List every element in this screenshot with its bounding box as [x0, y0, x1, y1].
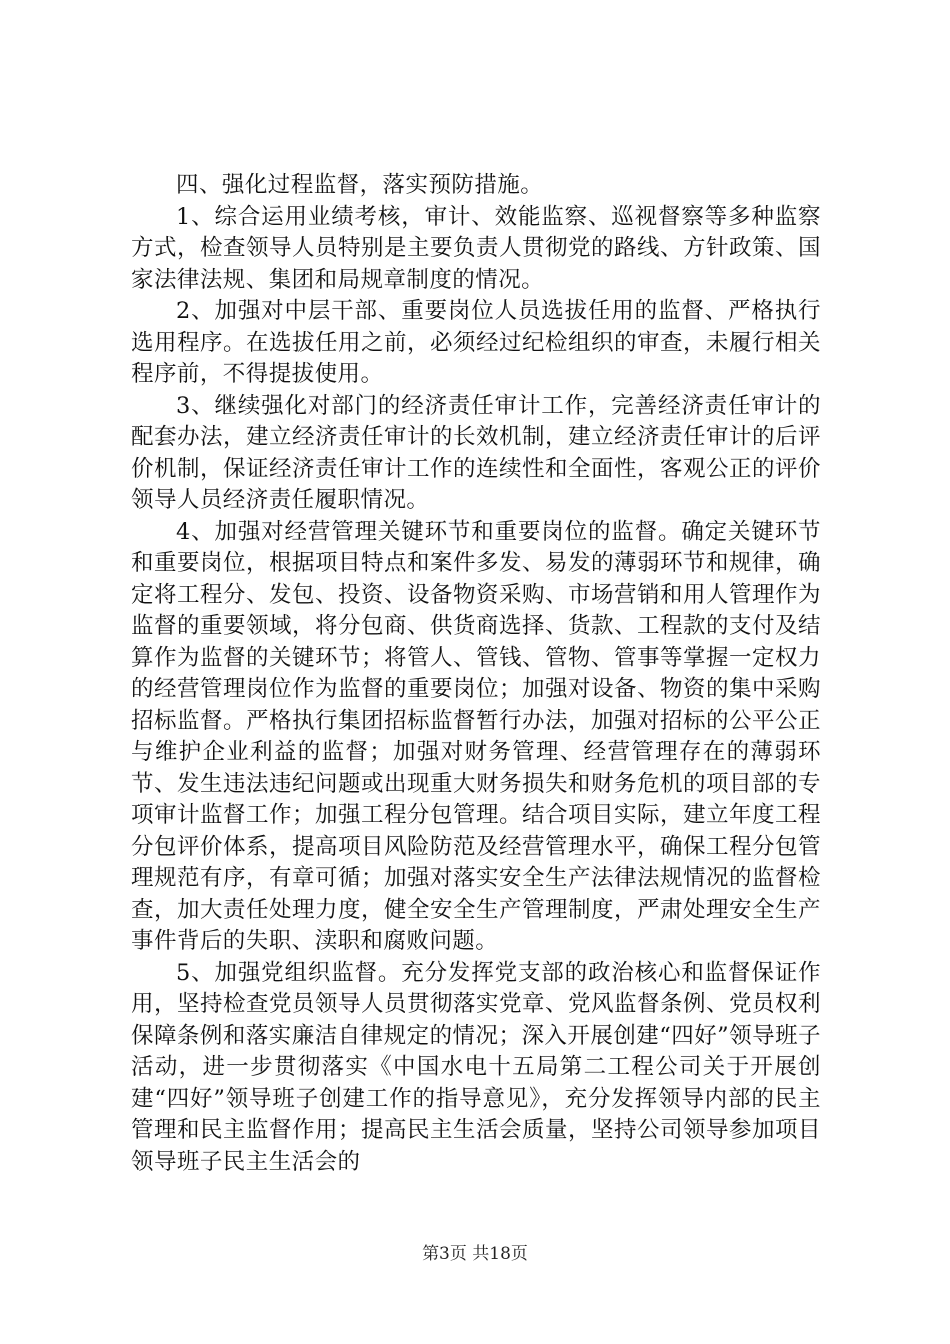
paragraph-item-3: 3、继续强化对部门的经济责任审计工作，完善经济责任审计的配套办法，建立经济责任审计的长效机制，建立经济责任审计的后评价机制，保证经济责任审计工作的连续性和全面性，客观公正的评价领导人员经济责任履职情况。 [131, 392, 821, 513]
section-heading: 四、强化过程监督，落实预防措施。 [176, 172, 544, 198]
page-number-footer: 第3页 共18页 [422, 1244, 528, 1264]
paragraph-item-2: 2、加强对中层干部、重要岗位人员选拔任用的监督、严格执行选用程序。在选拔任用之前，必须经过纪检组织的审查，未履行相关程序前，不得提拔使用。 [131, 298, 821, 387]
document-body [131, 170, 821, 1178]
paragraph-item-5: 5、加强党组织监督。充分发挥党支部的政治核心和监督保证作用，坚持检查党员领导人员贯彻落实党章、党风监督条例、党员权利保障条例和落实廉洁自律规定的情况；深入开展创建“四好”领导班子活动，进一步贯彻落实《中国水电十五局第二工程公司关于开展创建“四好”领导班子创建工作的指导意见》，充分发挥领导内部的民主管理和民主监督作用；提高民主生活会质量，坚持公司领导参加项目领导班子民主生活会的 [131, 959, 821, 1175]
paragraph-item-1: 1、综合运用业绩考核，审计、效能监察、巡视督察等多种监察方式，检查领导人员特别是主要负责人贯彻党的路线、方针政策、国家法律法规、集团和局规章制度的情况。 [131, 203, 821, 293]
paragraph-item-4: 4、加强对经营管理关键环节和重要岗位的监督。确定关键环节和重要岗位，根据项目特点和案件多发、易发的薄弱环节和规律，确定将工程分、发包、投资、设备物资采购、市场营销和用人管理作为监督的重要领域，将分包商、供货商选择、货款、工程款的支付及结算作为监督的关键环节；将管人、管钱、管物、管事等掌握一定权力的经营管理岗位作为监督的重要岗位；加强对设备、物资的集中采购招标监督。严格执行集团招标监督暂行办法，加强对招标的公平公正与维护企业利益的监督；加强对财务管理、经营管理存在的薄弱环节、发生违法违纪问题或出现重大财务损失和财务危机的项目部的专项审计监督工作；加强工程分包管理。结合项目实际，建立年度工程分包评价体系，提高项目风险防范及经营管理水平，确保工程分包管理规范有序，有章可循；加强对落实安全生产法律法规情况的监督检查，加大责任处理力度，健全安全生产管理制度，严肃处理安全生产事件背后的失职、渎职和腐败问题。 [131, 518, 821, 954]
